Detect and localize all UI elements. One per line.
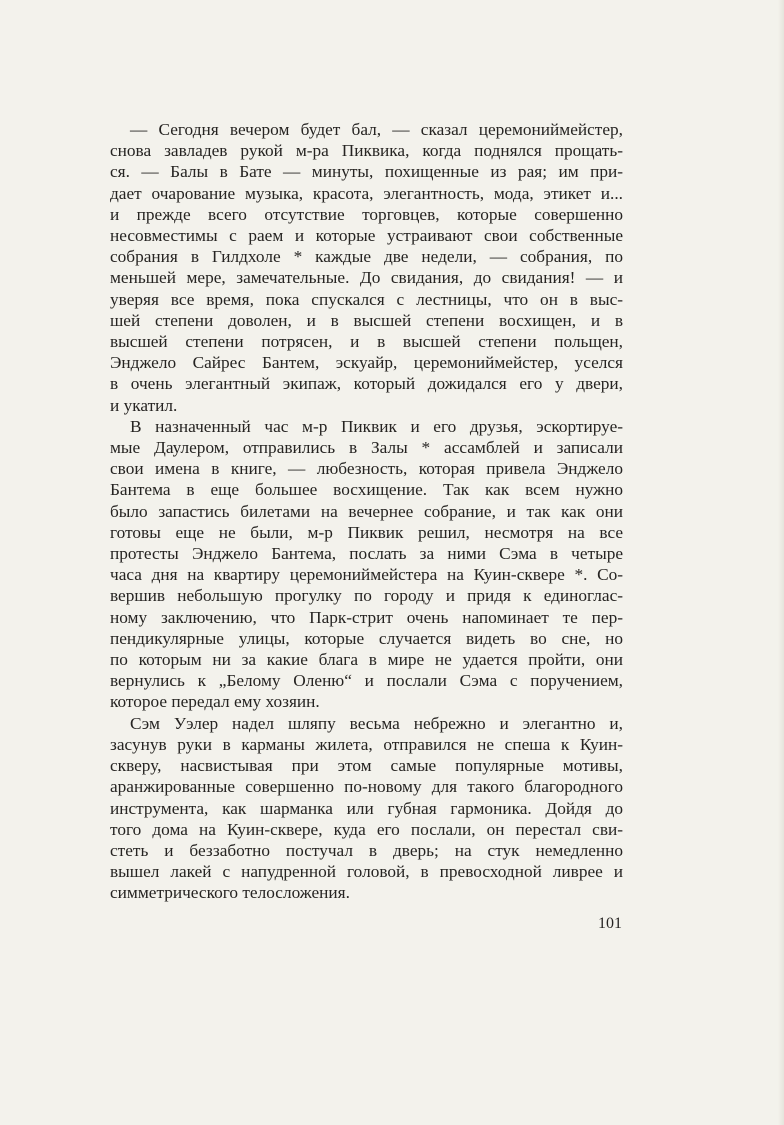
paragraph — [110, 416, 623, 713]
text-line: снова завладев рукой м-ра Пиквика, когда поднялся прощать- — [110, 141, 623, 161]
text-line: по которым ни за какие блага в мире не удается пройти, они — [110, 650, 623, 670]
text-line: высшей степени потрясен, и в высшей степени польщен, — [110, 332, 623, 352]
text-line: скверу, насвистывая при этом самые популярные мотивы, — [110, 756, 623, 776]
text-line: вышел лакей с напудренной головой, в превосходной ливрее и — [110, 862, 623, 882]
text-line: было запастись билетами на вечернее собрание, и так как они — [110, 501, 623, 521]
text-line: собрания в Гилдхоле * каждые две недели, — собрания, по — [110, 247, 623, 267]
text-line: меньшей мере, замечательные. До свидания, до свидания! — и — [110, 268, 623, 288]
text-line: протесты Энджело Бантема, послать за ними Сэма в четыре — [110, 544, 623, 564]
text-line: Бантема в еще большее восхищение. Так как всем нужно — [110, 480, 623, 500]
text-line: мые Даулером, отправились в Залы * ассамблей и записали — [110, 438, 623, 458]
page-number: 101 — [598, 915, 622, 932]
text-line: и прежде всего отсутствие торговцев, которые совершенно — [110, 204, 623, 224]
text-line: готовы еще не были, м-р Пиквик решил, несмотря на все — [110, 522, 623, 542]
text-line: пендикулярные улицы, которые случается видеть во сне, но — [110, 628, 623, 648]
text-line: В назначенный час м-р Пиквик и его друзья, эскортируе- — [130, 416, 623, 436]
text-line: часа дня на квартиру церемониймейстера на Куин-сквере *. Со- — [110, 565, 623, 585]
text-line: инструмента, как шарманка или губная гармоника. Дойдя до — [110, 798, 623, 818]
text-line: несовместимы с раем и которые устраивают свои собственные — [110, 226, 623, 246]
paragraph — [110, 119, 623, 416]
text-line: вершив небольшую прогулку по городу и придя к единоглас- — [110, 586, 623, 606]
page-text — [110, 119, 623, 904]
text-line: ному заключению, что Парк-стрит очень напоминает те пер- — [110, 607, 623, 627]
text-line: засунув руки в карманы жилета, отправился не спеша к Куин- — [110, 734, 623, 754]
page-edge-shadow — [778, 0, 784, 1125]
text-line: ся. — Балы в Бате — минуты, похищенные из рая; им при- — [110, 162, 623, 182]
paragraph — [110, 713, 623, 904]
text-line: уверяя все время, пока спускался с лестницы, что он в выс- — [110, 289, 623, 309]
text-line: свои имена в книге, — любезность, которая привела Энджело — [110, 459, 623, 479]
text-line: стеть и беззаботно постучал в дверь; на стук немедленно — [110, 840, 623, 860]
text-line: симметрического телосложения. — [110, 883, 350, 903]
text-line: дает очарование музыка, красота, элегантность, мода, этикет и... — [110, 183, 623, 203]
text-line: вернулись к „Белому Оленю“ и послали Сэма с поручением, — [110, 671, 623, 691]
text-line: аранжированные совершенно по-новому для такого благородного — [110, 777, 623, 797]
text-line: Сэм Уэлер надел шляпу весьма небрежно и элегантно и, — [130, 713, 623, 733]
text-line: которое передал ему хозяин. — [110, 692, 320, 712]
text-line: того дома на Куин-сквере, куда его послали, он перестал сви- — [110, 819, 623, 839]
text-line: — Сегодня вечером будет бал, — сказал церемониймейстер, — [130, 120, 623, 139]
text-line: и укатил. — [110, 395, 178, 415]
text-line: в очень элегантный экипаж, который дожидался его у двери, — [110, 374, 623, 394]
text-line: шей степени доволен, и в высшей степени восхищен, и в — [110, 310, 623, 330]
text-line: Энджело Сайрес Бантем, эскуайр, церемониймейстер, уселся — [110, 353, 623, 373]
